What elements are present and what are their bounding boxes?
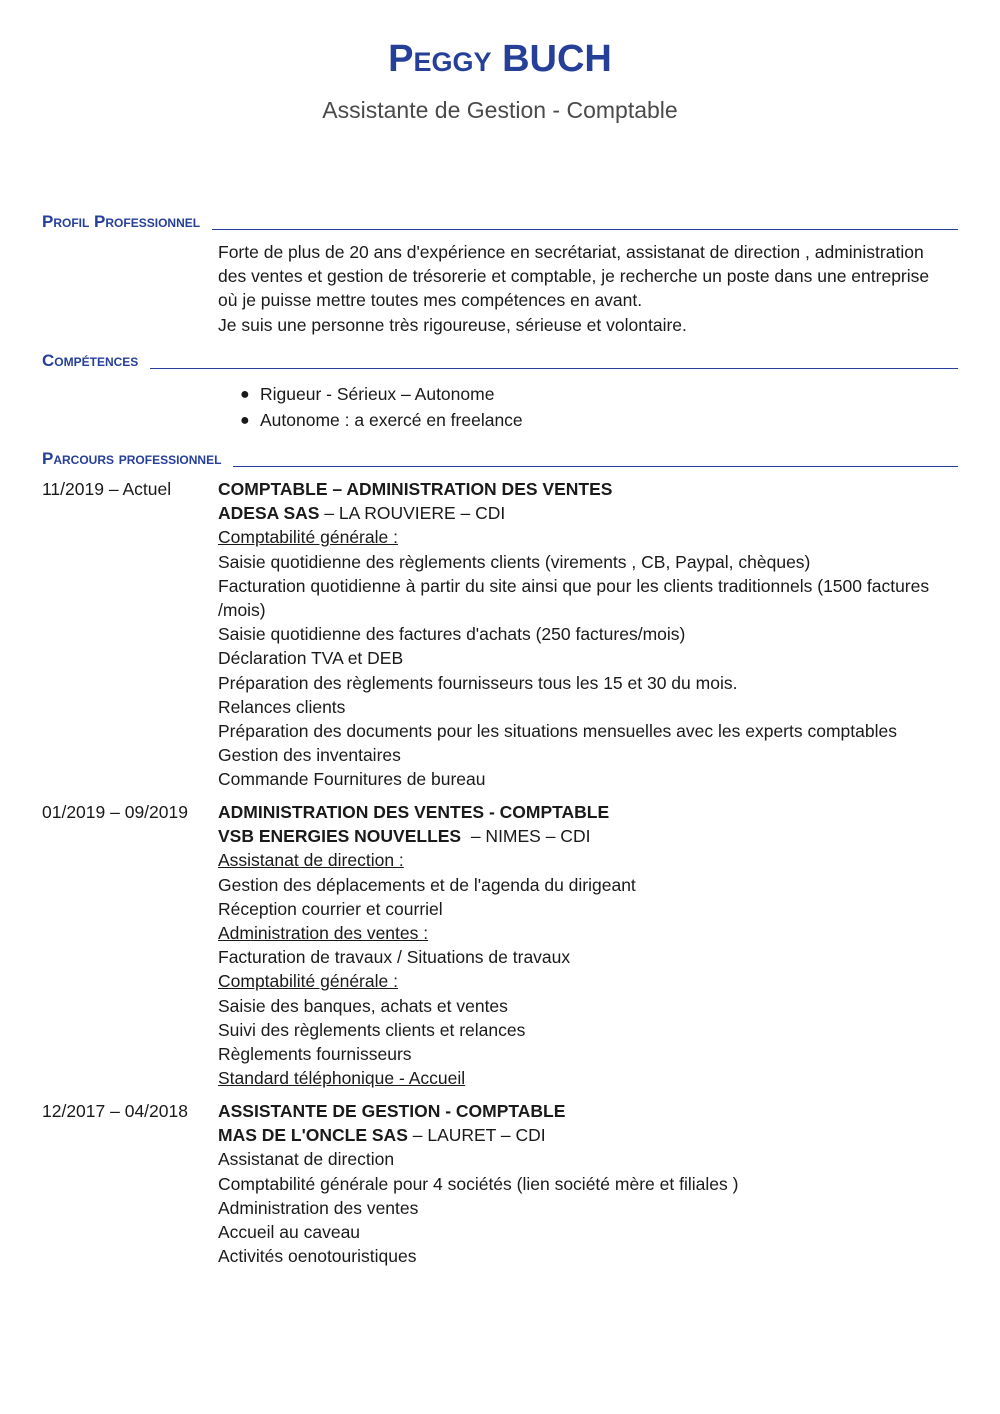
skill-item: [240, 408, 523, 434]
skill-text: Autonome : a exercé en freelance: [260, 409, 523, 430]
company-name: ADESA SAS: [218, 503, 320, 524]
experience-task: Facturation quotidienne à partir du site ainsi que pour les clients traditionnels (1500 factures: [218, 575, 930, 596]
section-title-profile: Profil Professionnel: [42, 212, 201, 231]
experience-task: Saisie des banques, achats et ventes: [218, 995, 508, 1016]
experience-task: Règlements fournisseurs: [218, 1044, 412, 1065]
experience-date: 11/2019 – Actuel: [42, 479, 172, 499]
profile-line: Forte de plus de 20 ans d'expérience en secrétariat, assistanat de direction , administration: [218, 242, 924, 262]
experience-body: [218, 477, 960, 792]
experience-subheading: Assistanat de direction :: [218, 850, 404, 871]
experience-task: Commande Fournitures de bureau: [218, 769, 486, 790]
experience-date: 12/2017 – 04/2018: [42, 1101, 188, 1121]
experience-date: 01/2019 – 09/2019: [42, 802, 188, 822]
experience-subheading: Standard téléphonique - Accueil: [218, 1068, 466, 1089]
profile-line: où je puisse mettre toutes mes compétences en avant.: [218, 290, 643, 311]
experience-title: COMPTABLE – ADMINISTRATION DES VENTES: [218, 479, 613, 499]
last-name: BUCH: [502, 38, 612, 80]
job-title: Assistante de Gestion - Comptable: [322, 97, 678, 123]
company-details: – LAURET – CDI: [407, 1125, 546, 1146]
experience-task: Comptabilité générale pour 4 sociétés (lien société mère et filiales ): [218, 1173, 739, 1194]
experience-title: ASSISTANTE DE GESTION - COMPTABLE: [218, 1101, 566, 1121]
profile-line: des ventes et gestion de trésorerie et comptable, je recherche un poste dans une entreprise: [218, 266, 930, 287]
section-title-skills: Compétences: [42, 351, 139, 370]
experience-task: Accueil au caveau: [218, 1222, 361, 1243]
experience-task: Saisie quotidienne des règlements clients (virements , CB, Paypal, chèques): [218, 551, 811, 572]
candidate-name: [0, 38, 1000, 81]
experience-company-line: [218, 1123, 960, 1147]
section-header-skills: [42, 347, 958, 371]
section-divider: [233, 466, 958, 467]
experience-title: ADMINISTRATION DES VENTES - COMPTABLE: [218, 802, 610, 822]
skill-item: [240, 382, 523, 408]
experience-task: Assistanat de direction: [218, 1149, 395, 1170]
experience-task: Préparation des documents pour les situations mensuelles avec les experts comptables: [218, 721, 897, 742]
experience-task: Saisie quotidienne des factures d'achats (250 factures/mois): [218, 624, 686, 645]
skills-list: [240, 382, 523, 433]
experience-subheading: Comptabilité générale :: [218, 527, 398, 548]
company-details: – NIMES – CDI: [461, 826, 591, 847]
section-header-profile: [42, 208, 958, 232]
bullet-icon: ●: [240, 386, 250, 403]
skill-text: Rigueur - Sérieux – Autonome: [260, 384, 495, 404]
experience-subheading: Administration des ventes :: [218, 923, 429, 944]
experience-body: [218, 1099, 960, 1268]
experience-task: Facturation de travaux / Situations de travaux: [218, 947, 571, 968]
experience-body: [218, 800, 960, 1090]
experience-task: Préparation des règlements fournisseurs tous les 15 et 30 du mois.: [218, 672, 738, 693]
experience-task: Relances clients: [218, 696, 346, 717]
experience-task: Gestion des déplacements et de l'agenda du dirigeant: [218, 874, 636, 895]
experience-task: Déclaration TVA et DEB: [218, 648, 404, 669]
section-divider: [212, 229, 958, 230]
experience-subheading: Comptabilité générale :: [218, 971, 398, 992]
section-header-experience: [42, 445, 958, 469]
profile-line: Je suis une personne très rigoureuse, sérieuse et volontaire.: [218, 314, 687, 335]
first-name: Peggy: [388, 38, 492, 80]
bullet-icon: ●: [240, 411, 250, 429]
profile-summary: [218, 240, 960, 337]
experience-company-line: [218, 824, 960, 848]
experience-company-line: [218, 501, 960, 525]
company-name: VSB ENERGIES NOUVELLES: [218, 826, 462, 847]
experience-task: Administration des ventes: [218, 1197, 419, 1218]
experience-task: Gestion des inventaires: [218, 745, 401, 766]
experience-task: /mois): [218, 600, 266, 621]
experience-task: Activités oenotouristiques: [218, 1246, 417, 1267]
experience-task: Réception courrier et courriel: [218, 898, 443, 919]
company-details: – LA ROUVIERE – CDI: [319, 503, 506, 524]
section-divider: [150, 368, 958, 369]
section-title-experience: Parcours professionnel: [42, 449, 222, 468]
experience-task: Suivi des règlements clients et relances: [218, 1019, 526, 1040]
company-name: MAS DE L'ONCLE SAS: [218, 1125, 408, 1146]
